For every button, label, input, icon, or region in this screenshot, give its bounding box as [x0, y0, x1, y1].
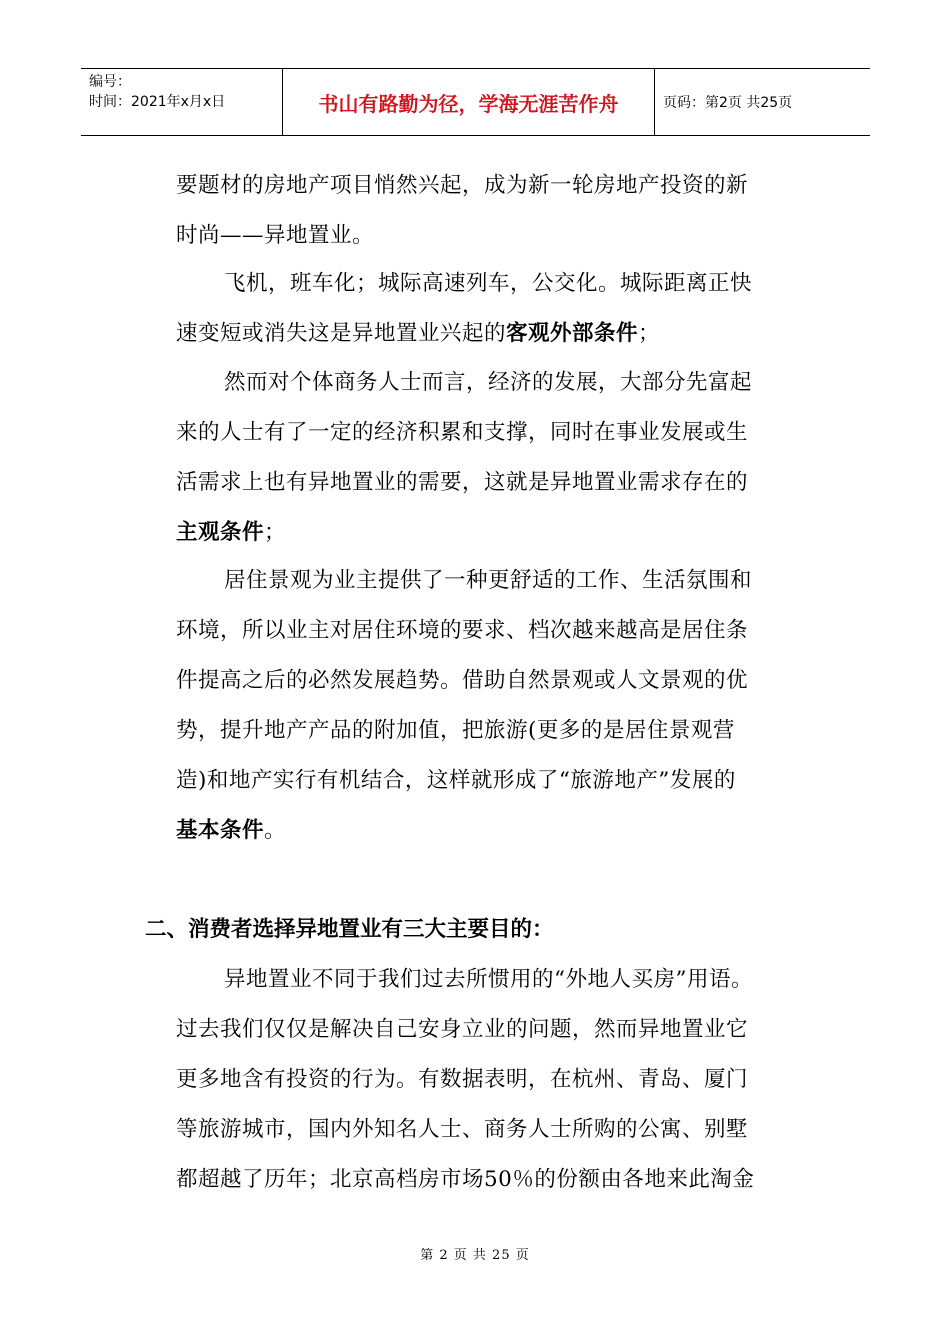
text-line: 件提高之后的必然发展趋势。借助自然景观或人文景观的优: [176, 668, 749, 693]
bold-term: 主观条件: [176, 520, 265, 545]
text-span: 速变短或消失这是异地置业兴起的: [176, 321, 507, 346]
header-page-info: 页码：第2页 共25页: [663, 95, 793, 111]
text-span: ；: [264, 520, 287, 545]
text-line: 等旅游城市，国内外知名人士、商务人士所购的公寓、别墅: [176, 1117, 749, 1142]
text-line: [176, 319, 816, 349]
text-line: 异地置业不同于我们过去所惯用的“外地人买房”用语。: [224, 967, 753, 992]
text-line: 要题材的房地产项目悄然兴起，成为新一轮房地产投资的新: [176, 173, 749, 198]
text-line: 活需求上也有异地置业的需要，这就是异地置业需求存在的: [176, 470, 749, 495]
document-date: 时间：2021年x月x日: [89, 94, 226, 110]
bold-term: 客观外部条件: [506, 321, 639, 346]
bold-term: 基本条件: [176, 818, 265, 843]
text-line: 时尚——异地置业。: [176, 223, 375, 248]
text-line: 过去我们仅仅是解决自己安身立业的问题，然而异地置业它: [176, 1017, 749, 1042]
text-line: 势，提升地产产品的附加值，把旅游(更多的是居住景观营: [176, 718, 735, 743]
text-line: 更多地含有投资的行为。有数据表明，在杭州、青岛、厦门: [176, 1067, 749, 1092]
text-line: 环境，所以业主对居住环境的要求、档次越来越高是居住条: [176, 618, 749, 643]
text-line: 飞机，班车化；城际高速列车，公交化。城际距离正快: [224, 271, 753, 296]
page-header: [81, 68, 870, 136]
text-span: ；: [638, 321, 661, 346]
text-line: [176, 816, 816, 846]
text-line: 造)和地产实行有机结合，这样就形成了“旅游地产”发展的: [176, 768, 736, 793]
header-meta: [81, 69, 282, 135]
text-line: [176, 518, 816, 548]
text-span: 。: [264, 818, 287, 843]
section-heading: 二、消费者选择异地置业有三大主要目的：: [145, 917, 554, 942]
page-footer: 第 2 页 共 25 页: [420, 1248, 530, 1263]
document-number-label: 编号：: [89, 74, 131, 90]
text-line: 居住景观为业主提供了一种更舒适的工作、生活氛围和: [224, 568, 753, 593]
text-line: 来的人士有了一定的经济积累和支撑，同时在事业发展或生: [176, 420, 749, 445]
header-motto: 书山有路勤为径，学海无涯苦作舟: [282, 69, 655, 135]
text-line: 然而对个体商务人士而言，经济的发展，大部分先富起: [224, 370, 753, 395]
text-line: 都超越了历年；北京高档房市场50％的份额由各地来此淘金: [176, 1167, 755, 1192]
